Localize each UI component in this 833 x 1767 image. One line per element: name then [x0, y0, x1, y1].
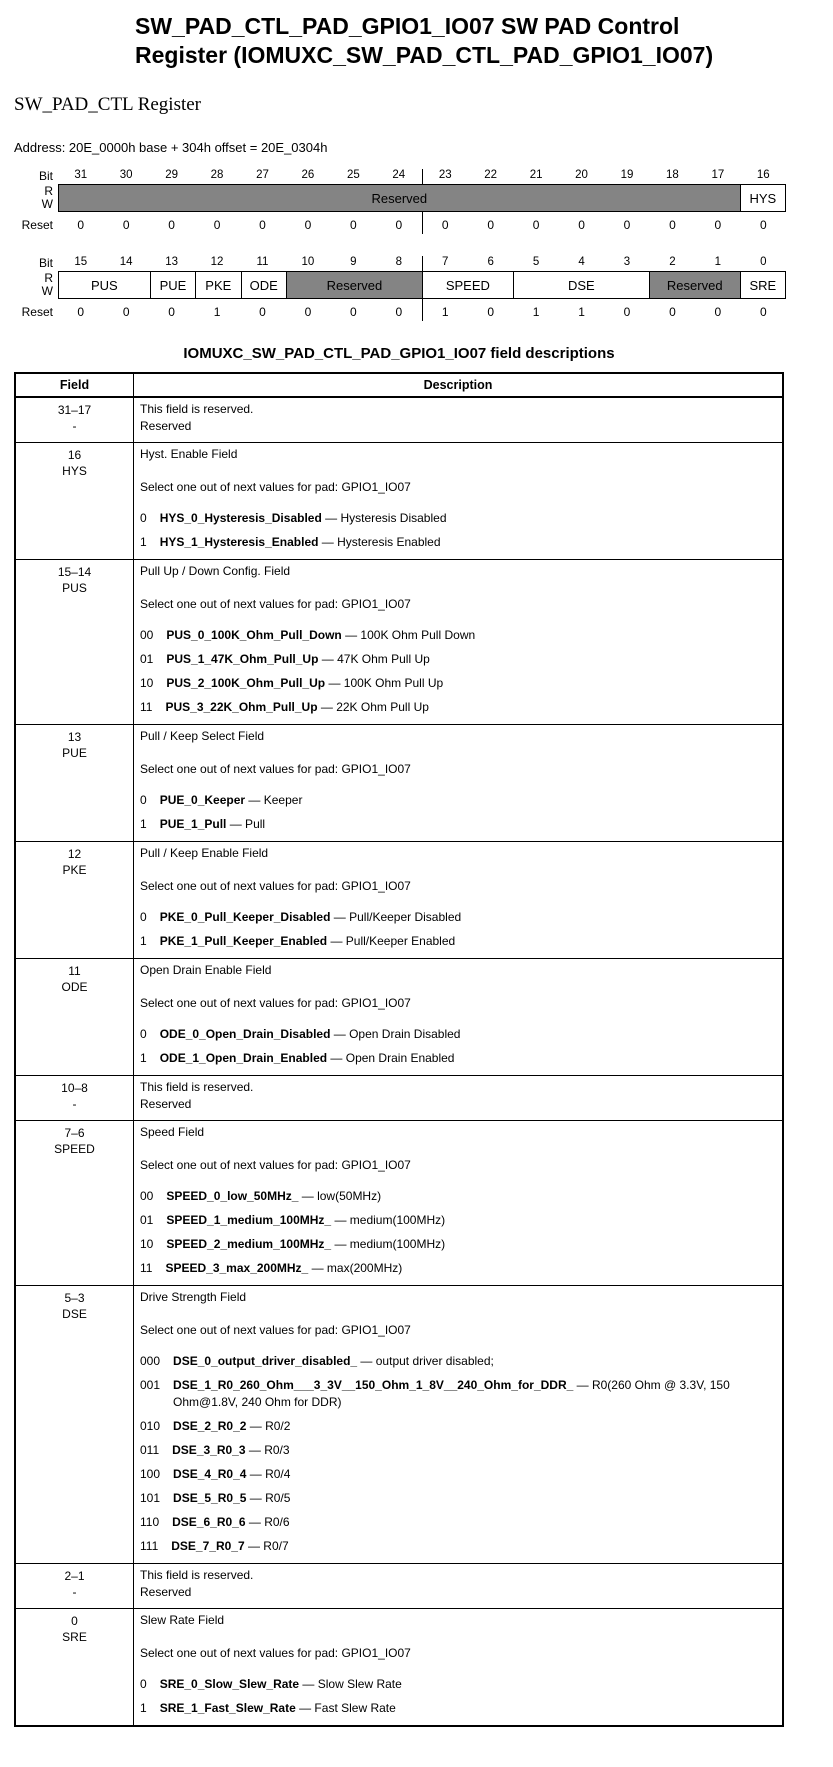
- enum-code: 01: [140, 1213, 154, 1227]
- enum-code: 10: [140, 1237, 154, 1251]
- reserved-text-line: This field is reserved.: [140, 402, 254, 416]
- enum-value-line: [140, 909, 776, 926]
- enum-text: SRE_1_Fast_Slew_Rate — Fast Slew Rate: [159, 1701, 396, 1715]
- manual-page: [0, 12, 833, 1767]
- enum-value-line: [140, 1353, 776, 1370]
- enum-name: SPEED_3_max_200MHz_: [165, 1261, 309, 1275]
- field-bits: 12: [67, 847, 82, 861]
- enum-code: 0: [140, 1677, 147, 1691]
- enum-name: DSE_3_R0_3: [172, 1443, 246, 1457]
- field-cell: [15, 1609, 134, 1727]
- bit-number: 24: [392, 169, 406, 181]
- enum-name: ODE_0_Open_Drain_Disabled: [159, 1027, 331, 1041]
- reset-value: 0: [304, 218, 312, 232]
- enum-value-line: [140, 1050, 776, 1067]
- enum-name: PUE_1_Pull: [159, 817, 227, 831]
- enum-text: PUS_2_100K_Ohm_Pull_Up — 100K Ohm Pull Up: [166, 676, 444, 690]
- bit-number: 8: [395, 256, 402, 268]
- enum-code: 111: [140, 1539, 159, 1553]
- enum-name: HYS_1_Hysteresis_Enabled: [159, 535, 319, 549]
- register-field-box: [58, 271, 786, 299]
- register-field-reserved: Reserved: [649, 272, 740, 298]
- bit-number: 0: [760, 256, 767, 268]
- enum-name: DSE_2_R0_2: [173, 1419, 247, 1433]
- bit-number: 25: [346, 169, 360, 181]
- enum-code: 001: [140, 1378, 161, 1392]
- register-field-sre: SRE: [740, 272, 785, 298]
- enum-value-line: [140, 1676, 776, 1693]
- enum-code: 11: [140, 700, 153, 714]
- enum-text: SPEED_1_medium_100MHz_ — medium(100MHz): [166, 1213, 446, 1227]
- enum-code: 00: [140, 1189, 154, 1203]
- field-bits: 13: [67, 730, 82, 744]
- bit-label: Bit: [38, 169, 53, 183]
- field-name: DSE: [62, 1307, 87, 1321]
- enum-value-line: [140, 1212, 776, 1229]
- field-table-row: [15, 842, 783, 959]
- field-name: PUE: [62, 746, 87, 760]
- enum-name: SPEED_0_low_50MHz_: [166, 1189, 299, 1203]
- enum-text: ODE_1_Open_Drain_Enabled — Open Drain Enabled: [159, 1051, 455, 1065]
- reset-value: 0: [350, 218, 357, 232]
- register-field-box: [58, 184, 786, 212]
- column-header-description: Description: [134, 373, 784, 397]
- bit-number: 18: [666, 169, 679, 181]
- enum-value-line: [140, 1442, 776, 1459]
- field-name: -: [72, 419, 77, 433]
- reserved-text-line: Reserved: [140, 1097, 192, 1111]
- select-values-line: Select one out of next values for pad: GPIO1_IO07: [140, 597, 411, 611]
- register-subtitle: SW_PAD_CTL Register: [14, 94, 202, 115]
- field-bits: 11: [68, 964, 81, 978]
- register-field-pus: PUS: [59, 272, 150, 298]
- write-label: W: [41, 284, 53, 298]
- field-table-row: [15, 1609, 783, 1727]
- enum-value-line: [140, 1188, 776, 1205]
- reset-value: 0: [122, 218, 130, 232]
- select-values-line: Select one out of next values for pad: GPIO1_IO07: [140, 879, 411, 893]
- field-bits: 10–8: [61, 1081, 88, 1095]
- description-cell: [134, 397, 784, 443]
- reset-value: 0: [304, 305, 312, 319]
- bit-number: 20: [575, 169, 588, 181]
- enum-value-line: [140, 1700, 776, 1717]
- field-cell: [15, 842, 134, 959]
- enum-text: DSE_1_R0_260_Ohm___3_3V__150_Ohm_1_8V__240_Ohm_for_DDR_ — R0(260 Ohm @ 3.3V, 150 Ohm@1.8V, 240 Ohm for DDR): [173, 1378, 730, 1409]
- field-title: Pull Up / Down Config. Field: [140, 564, 291, 578]
- reset-value: 0: [759, 305, 767, 319]
- reset-row: [14, 299, 786, 321]
- reset-value: 0: [669, 218, 676, 232]
- description-cell: [134, 842, 784, 959]
- reset-value: 0: [487, 218, 494, 232]
- register-field-dse: DSE: [513, 272, 649, 298]
- enum-text: SPEED_2_medium_100MHz_ — medium(100MHz): [166, 1237, 446, 1251]
- enum-value-line: [140, 510, 776, 527]
- enum-code: 0: [140, 1027, 147, 1041]
- field-cell: [15, 1076, 134, 1121]
- select-values-line: Select one out of next values for pad: GPIO1_IO07: [140, 1646, 411, 1660]
- enum-name: DSE_6_R0_6: [172, 1515, 246, 1529]
- read-label: R: [44, 184, 53, 198]
- field-table-row: [15, 1286, 783, 1564]
- field-table-row: [15, 959, 783, 1076]
- enum-text: DSE_4_R0_4 — R0/4: [173, 1467, 291, 1481]
- register-field-reserved: Reserved: [286, 272, 422, 298]
- bit-label: Bit: [38, 256, 53, 270]
- field-table-row: [15, 1564, 783, 1609]
- reset-value: 1: [422, 299, 468, 321]
- enum-text: PUS_3_22K_Ohm_Pull_Up — 22K Ohm Pull Up: [165, 700, 429, 714]
- enum-value-line: [140, 1490, 776, 1507]
- register-field-ode: ODE: [241, 272, 286, 298]
- enum-value-line: [140, 1377, 776, 1411]
- enum-code: 11: [140, 1261, 153, 1275]
- enum-value-line: [140, 1418, 776, 1435]
- description-cell: [134, 1564, 784, 1609]
- field-cell: [15, 1286, 134, 1564]
- enum-text: DSE_3_R0_3 — R0/3: [172, 1443, 290, 1457]
- reset-value: 0: [623, 218, 631, 232]
- field-title: Speed Field: [140, 1125, 205, 1139]
- enum-code: 100: [140, 1467, 161, 1481]
- reset-value: 0: [168, 218, 175, 232]
- enum-code: 1: [140, 817, 147, 831]
- enum-value-line: [140, 933, 776, 950]
- enum-name: DSE_0_output_driver_disabled_: [173, 1354, 358, 1368]
- enum-name: ODE_1_Open_Drain_Enabled: [159, 1051, 328, 1065]
- address-line: Address: 20E_0000h base + 304h offset = 20E_0304h: [14, 140, 328, 155]
- register-fields-row: [14, 184, 786, 212]
- register-fields-row: [14, 271, 786, 299]
- enum-code: 000: [140, 1354, 161, 1368]
- field-name: ODE: [61, 980, 88, 994]
- enum-code: 1: [140, 1701, 147, 1715]
- reset-value: 1: [213, 305, 221, 319]
- field-descriptions-table: [14, 372, 784, 1727]
- enum-value-line: [140, 1236, 776, 1253]
- description-cell: [134, 560, 784, 725]
- enum-text: DSE_5_R0_5 — R0/5: [173, 1491, 291, 1505]
- field-table-row: [15, 560, 783, 725]
- enum-code: 0: [140, 511, 147, 525]
- enum-code: 010: [140, 1419, 161, 1433]
- enum-value-line: [140, 1026, 776, 1043]
- field-name: SPEED: [54, 1142, 95, 1156]
- enum-code: 1: [140, 535, 147, 549]
- enum-value-line: [140, 1514, 776, 1531]
- bit-number: 13: [165, 256, 178, 268]
- bit-number: 4: [578, 256, 585, 268]
- field-title: Hyst. Enable Field: [140, 447, 238, 461]
- reset-value: 0: [422, 212, 468, 234]
- bit-number: 15: [74, 256, 88, 268]
- field-cell: [15, 725, 134, 842]
- description-cell: [134, 959, 784, 1076]
- bit-number: 22: [484, 169, 498, 181]
- register-field-hys: HYS: [740, 185, 785, 211]
- reset-value: 0: [77, 218, 85, 232]
- column-header-field: Field: [15, 373, 134, 397]
- enum-code: 0: [140, 910, 147, 924]
- reset-value: 0: [623, 305, 631, 319]
- enum-name: PUS_2_100K_Ohm_Pull_Up: [166, 676, 326, 690]
- field-table-row: [15, 397, 783, 443]
- enum-text: DSE_6_R0_6 — R0/6: [172, 1515, 290, 1529]
- reset-value: 0: [669, 305, 676, 319]
- enum-code: 011: [140, 1443, 160, 1457]
- field-name: -: [72, 1097, 77, 1111]
- register-field-pke: PKE: [195, 272, 240, 298]
- reset-value: 0: [487, 305, 494, 319]
- reset-value-cells: [58, 212, 786, 234]
- reset-value: 1: [578, 305, 585, 319]
- description-cell: [134, 1121, 784, 1286]
- bit-number: 21: [529, 169, 543, 181]
- bit-number: 17: [711, 169, 725, 181]
- table-header-row: [15, 373, 783, 397]
- reset-value: 0: [395, 218, 403, 232]
- bit-number: 28: [210, 169, 224, 181]
- enum-text: SRE_0_Slow_Slew_Rate — Slow Slew Rate: [159, 1677, 402, 1691]
- reserved-text-line: This field is reserved.: [140, 1568, 254, 1582]
- bit-number: 9: [350, 256, 357, 268]
- reset-value: 0: [77, 305, 85, 319]
- field-cell: [15, 560, 134, 725]
- enum-value-line: [140, 627, 776, 644]
- enum-text: PUS_1_47K_Ohm_Pull_Up — 47K Ohm Pull Up: [166, 652, 430, 666]
- bit-number: 30: [119, 169, 133, 181]
- reset-value: 0: [122, 305, 130, 319]
- field-cell: [15, 1121, 134, 1286]
- reset-value: 0: [168, 305, 175, 319]
- enum-value-line: [140, 651, 776, 668]
- enum-name: PUE_0_Keeper: [159, 793, 246, 807]
- enum-name: SPEED_1_medium_100MHz_: [166, 1213, 332, 1227]
- bit-number-row: [14, 169, 786, 184]
- field-cell: [15, 1564, 134, 1609]
- enum-code: 1: [140, 1051, 147, 1065]
- bit-number: 12: [210, 256, 224, 268]
- bit-number: 1: [714, 256, 722, 268]
- register-field-reserved: Reserved: [59, 185, 740, 211]
- reset-value: 0: [259, 305, 266, 319]
- bit-number: 26: [301, 169, 315, 181]
- field-title: Open Drain Enable Field: [140, 963, 272, 977]
- enum-text: DSE_0_output_driver_disabled_ — output driver disabled;: [173, 1354, 494, 1368]
- reset-value: 0: [350, 305, 357, 319]
- field-name: HYS: [62, 464, 87, 478]
- enum-name: DSE_7_R0_7: [171, 1539, 245, 1553]
- reset-value: 0: [759, 218, 767, 232]
- enum-code: 101: [140, 1491, 161, 1505]
- enum-value-line: [140, 1538, 776, 1555]
- bit-number: 10: [301, 256, 315, 268]
- reserved-text-line: Reserved: [140, 1585, 192, 1599]
- reset-label: Reset: [21, 218, 53, 232]
- field-name: PUS: [62, 581, 87, 595]
- enum-text: PUE_0_Keeper — Keeper: [159, 793, 303, 807]
- bit-number: 14: [119, 256, 133, 268]
- enum-text: DSE_7_R0_7 — R0/7: [171, 1539, 289, 1553]
- enum-text: SPEED_0_low_50MHz_ — low(50MHz): [166, 1189, 382, 1203]
- bit-number-row: [14, 256, 786, 271]
- enum-text: HYS_1_Hysteresis_Enabled — Hysteresis Enabled: [159, 535, 441, 549]
- enum-name: PUS_0_100K_Ohm_Pull_Down: [166, 628, 342, 642]
- reset-value: 1: [532, 305, 540, 319]
- field-table-row: [15, 1076, 783, 1121]
- field-name: -: [72, 1585, 77, 1599]
- description-cell: [134, 1076, 784, 1121]
- bit-number: 31: [74, 169, 88, 181]
- enum-text: PKE_1_Pull_Keeper_Enabled — Pull/Keeper Enabled: [159, 934, 456, 948]
- enum-text: ODE_0_Open_Drain_Disabled — Open Drain Disabled: [159, 1027, 461, 1041]
- bit-number: 6: [487, 256, 494, 268]
- field-table-row: [15, 1121, 783, 1286]
- description-cell: [134, 1609, 784, 1727]
- select-values-line: Select one out of next values for pad: GPIO1_IO07: [140, 996, 411, 1010]
- reset-value: 0: [213, 218, 221, 232]
- bit-number: 19: [620, 169, 634, 181]
- bit-number: 2: [669, 256, 676, 268]
- enum-value-line: [140, 792, 776, 809]
- bit-number: 3: [623, 256, 631, 268]
- field-table-row: [15, 725, 783, 842]
- enum-code: 01: [140, 652, 154, 666]
- enum-value-line: [140, 534, 776, 551]
- field-cell: [15, 397, 134, 443]
- select-values-line: Select one out of next values for pad: GPIO1_IO07: [140, 762, 411, 776]
- reset-value: 0: [714, 218, 722, 232]
- enum-code: 1: [140, 934, 147, 948]
- enum-name: SRE_0_Slow_Slew_Rate: [159, 1677, 300, 1691]
- register-diagram-low-word: [14, 256, 786, 321]
- field-bits: 2–1: [64, 1569, 85, 1583]
- field-name: SRE: [62, 1630, 87, 1644]
- bit-number: 29: [165, 169, 178, 181]
- bit-number: 16: [756, 169, 770, 181]
- description-cell: [134, 443, 784, 560]
- enum-value-line: [140, 1466, 776, 1483]
- reserved-text-line: This field is reserved.: [140, 1080, 254, 1094]
- read-label: R: [44, 271, 53, 285]
- field-bits: 15–14: [57, 565, 92, 579]
- reset-value: 0: [532, 218, 540, 232]
- description-cell: [134, 1286, 784, 1564]
- field-bits: 31–17: [57, 403, 92, 417]
- enum-text: PUE_1_Pull — Pull: [159, 817, 266, 831]
- bit-number: 23: [422, 169, 468, 184]
- reset-label: Reset: [21, 305, 53, 319]
- bit-number: 27: [256, 169, 269, 181]
- register-diagram-high-word: [14, 169, 786, 234]
- reset-value: 0: [259, 218, 266, 232]
- bit-number: 5: [532, 256, 540, 268]
- enum-name: PKE_0_Pull_Keeper_Disabled: [159, 910, 331, 924]
- reset-row: [14, 212, 786, 234]
- enum-name: DSE_5_R0_5: [173, 1491, 247, 1505]
- enum-name: DSE_4_R0_4: [173, 1467, 247, 1481]
- bit-number: 11: [256, 256, 269, 268]
- enum-text: DSE_2_R0_2 — R0/2: [173, 1419, 291, 1433]
- enum-code: 110: [140, 1515, 160, 1529]
- enum-text: HYS_0_Hysteresis_Disabled — Hysteresis Disabled: [159, 511, 447, 525]
- field-bits: 0: [71, 1614, 78, 1628]
- field-cell: [15, 443, 134, 560]
- select-values-line: Select one out of next values for pad: GPIO1_IO07: [140, 1323, 411, 1337]
- enum-name: PKE_1_Pull_Keeper_Enabled: [159, 934, 328, 948]
- register-field-speed: SPEED: [422, 272, 513, 298]
- field-title: Pull / Keep Select Field: [140, 729, 265, 743]
- enum-name: DSE_1_R0_260_Ohm___3_3V__150_Ohm_1_8V__240_Ohm_for_DDR_: [173, 1378, 574, 1392]
- bit-number-cells: [58, 256, 786, 271]
- select-values-line: Select one out of next values for pad: GPIO1_IO07: [140, 1158, 411, 1172]
- enum-name: SPEED_2_medium_100MHz_: [166, 1237, 332, 1251]
- register-field-pue: PUE: [150, 272, 195, 298]
- enum-value-line: [140, 699, 776, 716]
- bit-number: 7: [422, 256, 468, 271]
- field-title: Pull / Keep Enable Field: [140, 846, 269, 860]
- enum-code: 0: [140, 793, 147, 807]
- enum-name: PUS_3_22K_Ohm_Pull_Up: [165, 700, 318, 714]
- reset-value: 0: [395, 305, 403, 319]
- read-write-label: [14, 271, 58, 299]
- page-title: [135, 12, 793, 70]
- page-title-line1: SW_PAD_CTL_PAD_GPIO1_IO07 SW PAD Control: [135, 13, 680, 39]
- bit-number-cells: [58, 169, 786, 184]
- enum-text: PKE_0_Pull_Keeper_Disabled — Pull/Keeper Disabled: [159, 910, 462, 924]
- write-label: W: [41, 197, 53, 211]
- enum-name: HYS_0_Hysteresis_Disabled: [159, 511, 322, 525]
- enum-value-line: [140, 816, 776, 833]
- field-title: Slew Rate Field: [140, 1613, 225, 1627]
- read-write-label: [14, 184, 58, 212]
- field-table-row: [15, 443, 783, 560]
- select-values-line: Select one out of next values for pad: GPIO1_IO07: [140, 480, 411, 494]
- enum-code: 00: [140, 628, 154, 642]
- reset-value: 0: [714, 305, 722, 319]
- field-bits: 7–6: [64, 1126, 85, 1140]
- field-title: Drive Strength Field: [140, 1290, 247, 1304]
- field-table-caption: IOMUXC_SW_PAD_CTL_PAD_GPIO1_IO07 field descriptions: [183, 345, 615, 362]
- enum-name: PUS_1_47K_Ohm_Pull_Up: [166, 652, 319, 666]
- reset-value: 0: [578, 218, 585, 232]
- enum-name: SRE_1_Fast_Slew_Rate: [159, 1701, 296, 1715]
- field-bits: 5–3: [64, 1291, 85, 1305]
- field-cell: [15, 959, 134, 1076]
- enum-value-line: [140, 675, 776, 692]
- enum-text: PUS_0_100K_Ohm_Pull_Down — 100K Ohm Pull Down: [166, 628, 476, 642]
- description-cell: [134, 725, 784, 842]
- enum-code: 10: [140, 676, 154, 690]
- field-bits: 16: [67, 448, 82, 462]
- field-name: PKE: [62, 863, 87, 877]
- reset-value-cells: [58, 299, 786, 321]
- page-title-line2: Register (IOMUXC_SW_PAD_CTL_PAD_GPIO1_IO07): [135, 42, 714, 68]
- reserved-text-line: Reserved: [140, 419, 192, 433]
- enum-text: SPEED_3_max_200MHz_ — max(200MHz): [165, 1261, 403, 1275]
- enum-value-line: [140, 1260, 776, 1277]
